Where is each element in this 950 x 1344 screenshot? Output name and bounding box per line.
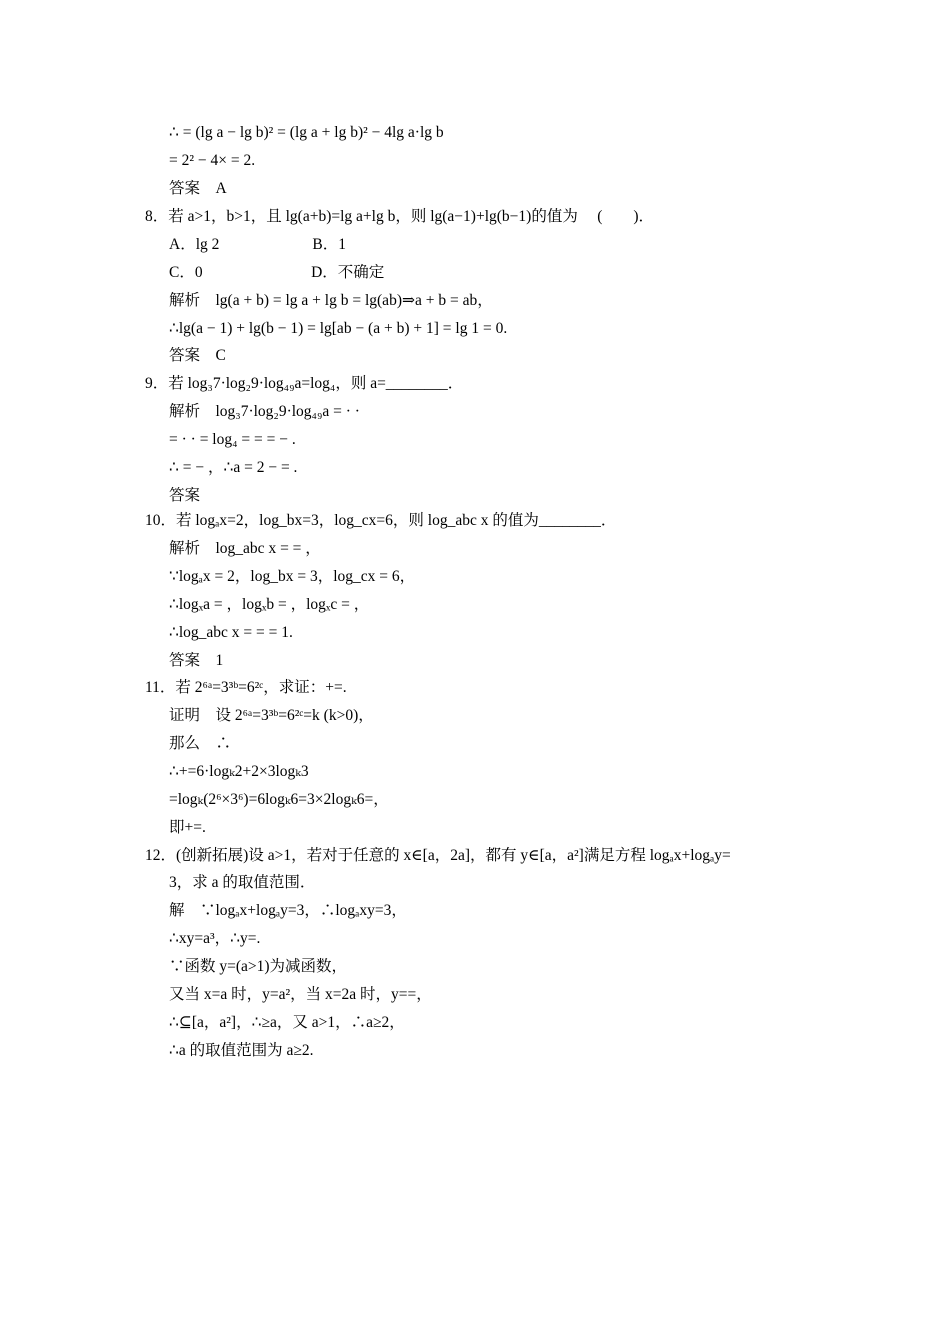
question-11: 11．若 2⁶ᵃ=3³ᵇ=6²ᶜ，求证：+=. — [145, 679, 347, 696]
proof-line: ∴+=6·logₖ2+2×3logₖ3 — [169, 763, 309, 780]
proof-line: =logₖ(2⁶×3⁶)=6logₖ6=3×2logₖ6=， — [169, 791, 389, 808]
solution-line: ∵函数 y=(a>1)为减函数， — [169, 958, 348, 975]
question-10: 10．若 logₐx=2，log_bx=3，log_cx=6，则 log_abc x 的值为________． — [145, 512, 617, 529]
solution-line: ∴ = − ，∴a = 2 − = . — [169, 459, 298, 476]
proof-line: 那么 ∴ — [169, 735, 232, 752]
solution-line: 又当 x=a 时，y=a²，当 x=2a 时，y==， — [169, 986, 432, 1003]
solution-line: ∴log_abc x = = = 1. — [169, 624, 293, 641]
question-12: 12．(创新拓展)设 a>1，若对于任意的 x∈[a，2a]，都有 y∈[a，a²]满足方程 logₐx+logₐy= — [145, 847, 731, 864]
question-9: 9．若 log₃7·log₂9·log₄₉a=log₄，则 a=________． — [145, 375, 464, 392]
solution-line: = 2² − 4× = 2. — [169, 152, 256, 169]
analysis-line: 解析 lg(a + b) = lg a + lg b = lg(ab)⇒a + b = ab， — [169, 292, 493, 309]
analysis-line: 解析 log_abc x = = ， — [169, 540, 321, 557]
solution-line: ∴ = (lg a − lg b)² = (lg a + lg b)² − 4lg a·lg b — [169, 124, 444, 141]
solution-line: ∵logₐx = 2，log_bx = 3，log_cx = 6， — [169, 568, 416, 585]
solution-line: ∴logₓa = ，logₓb = ，logₓc = ， — [169, 596, 370, 613]
solution-line: ∴a 的取值范围为 a≥2. — [169, 1042, 314, 1059]
proof-line: 证明 设 2⁶ᵃ=3³ᵇ=6²ᶜ=k (k>0)， — [169, 707, 374, 724]
proof-line: 即+=. — [169, 819, 206, 836]
answer-line: 答案 — [169, 487, 201, 504]
answer-line: 答案 1 — [169, 652, 224, 669]
analysis-line: 解析 log₃7·log₂9·log₄₉a = · · — [169, 403, 360, 420]
solution-line: ∴lg(a − 1) + lg(b − 1) = lg[ab − (a + b) + 1] = lg 1 = 0. — [169, 320, 508, 337]
solution-line: = · · = log₄ = = = − . — [169, 431, 296, 448]
question-8: 8．若 a>1，b>1，且 lg(a+b)=lg a+lg b，则 lg(a−1)+lg(b−1)的值为 ( )． — [145, 208, 655, 225]
solution-line: ∴xy=a³，∴y=. — [169, 930, 261, 947]
solution-line: ∴⊆[a，a²]，∴≥a，又 a>1，∴a≥2， — [169, 1014, 405, 1031]
option-line: C．0 D．不确定 — [169, 264, 385, 281]
option-line: A．lg 2 B．1 — [169, 236, 346, 253]
answer-line: 答案 C — [169, 347, 226, 364]
question-12-cont: 3，求 a 的取值范围． — [169, 874, 316, 891]
solution-line: 解 ∵logₐx+logₐy=3，∴logₐxy=3， — [169, 902, 407, 919]
answer-line: 答案 A — [169, 180, 227, 197]
